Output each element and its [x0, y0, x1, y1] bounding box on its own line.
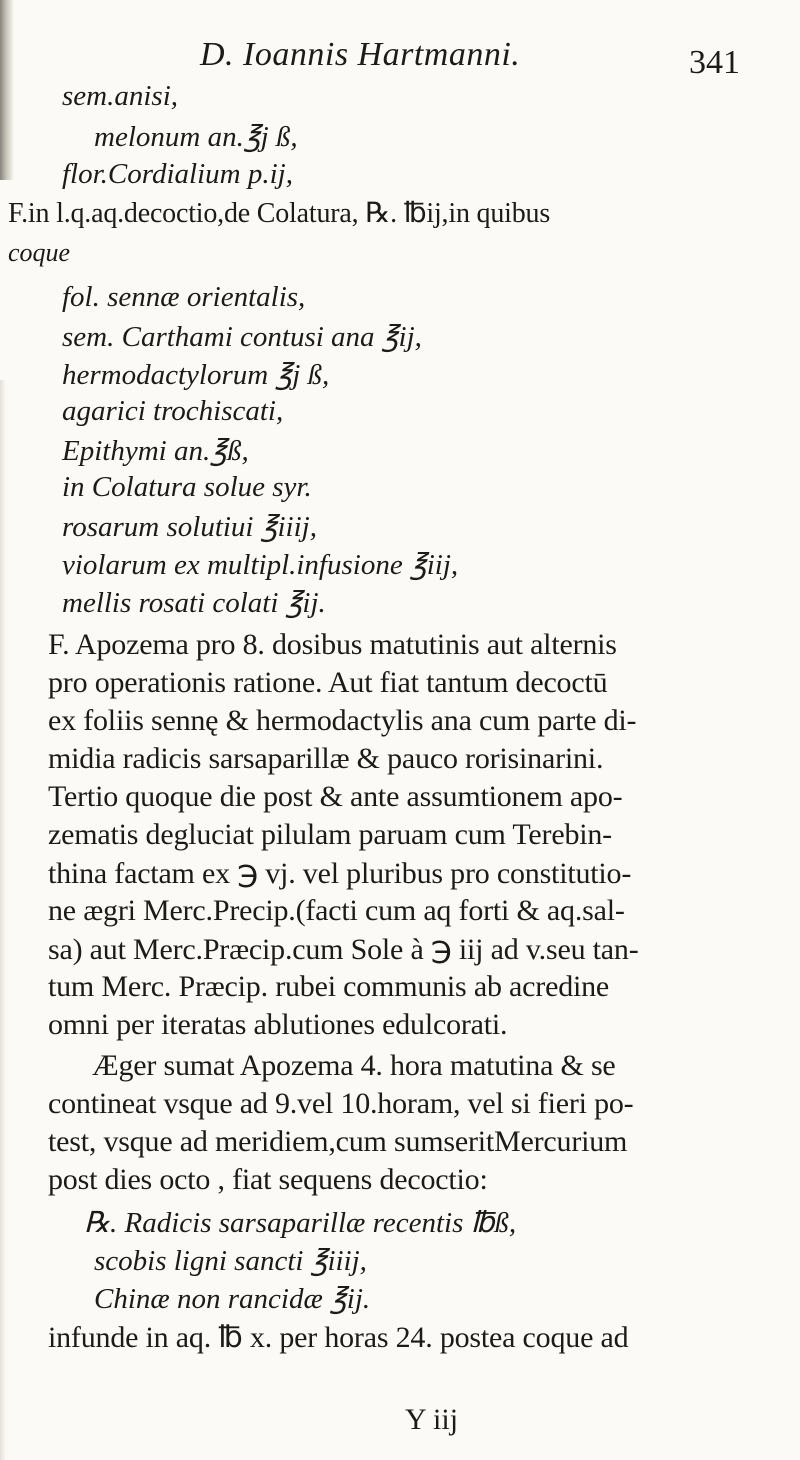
text-line: pro operationis ratione. Aut fiat tantum decoctū — [48, 666, 608, 699]
text-line: midia radicis sarsaparillæ & pauco rorisinarini. — [48, 742, 604, 775]
text-line: F.in l.q.aq.decoctio,de Colatura, ℞. ℔ij,in quibus — [8, 198, 551, 229]
running-head: D. Ioannis Hartmanni. — [200, 36, 521, 73]
text-line: ex foliis sennę & hermodactylis ana cum parte di- — [48, 704, 637, 737]
text-line: zematis degluciat pilulam paruam cum Terebin- — [48, 818, 612, 851]
text-line: ne ægri Merc.Precip.(facti cum aq forti & aq.sal- — [48, 894, 625, 927]
text-line: mellis rosati colati ℥ij. — [62, 587, 326, 619]
text-line: test, vsque ad meridiem,cum sumseritMercurium — [48, 1125, 628, 1158]
text-line: tum Merc. Præcip. rubei communis ab acredine — [48, 970, 610, 1003]
text-line: rosarum solutiui ℥iiij, — [62, 511, 317, 543]
text-line: ℞. Radicis sarsaparillæ recentis ℔ß, — [84, 1207, 517, 1239]
text-line: coque — [8, 238, 71, 267]
text-line: post dies octo , fiat sequens decoctio: — [48, 1163, 488, 1196]
text-line: Epithymi an.℥ß, — [62, 435, 249, 467]
text-line: agarici trochiscati, — [62, 395, 284, 427]
text-line: violarum ex multipl.infusione ℥iij, — [62, 549, 459, 581]
text-line: contineat vsque ad 9.vel 10.horam, vel si fieri po- — [48, 1087, 634, 1120]
page-header — [0, 28, 800, 88]
text-line: omni per iteratas ablutiones edulcorati. — [48, 1008, 508, 1041]
text-line: infunde in aq. ℔ x. per horas 24. postea coque ad — [48, 1321, 629, 1354]
text-line: fol. sennæ orientalis, — [62, 281, 306, 313]
text-line: thina factam ex ℈ vj. vel pluribus pro constitutio- — [48, 857, 632, 890]
text-line: Chinæ non rancidæ ℥ij. — [94, 1283, 371, 1315]
text-line: Æger sumat Apozema 4. hora matutina & se — [92, 1049, 616, 1082]
text-line: sa) aut Merc.Præcip.cum Sole à ℈ iij ad v.seu tan- — [48, 933, 639, 966]
text-line: sem.anisi, — [62, 80, 178, 112]
text-line: scobis ligni sancti ℥iiij, — [94, 1245, 367, 1277]
text-line: Tertio quoque die post & ante assumtionem apo- — [48, 780, 623, 813]
page-number: 341 — [689, 44, 740, 81]
signature-mark: Y iij — [405, 1403, 459, 1436]
text-line: F. Apozema pro 8. dosibus matutinis aut alternis — [48, 628, 617, 661]
text-line: hermodactylorum ℥j ß, — [62, 359, 330, 391]
text-line: flor.Cordialium p.ij, — [62, 158, 293, 190]
text-line: sem. Carthami contusi ana ℥ij, — [62, 321, 422, 353]
text-line: melonum an.℥j ß, — [94, 121, 298, 153]
text-line: in Colatura solue syr. — [62, 471, 312, 503]
